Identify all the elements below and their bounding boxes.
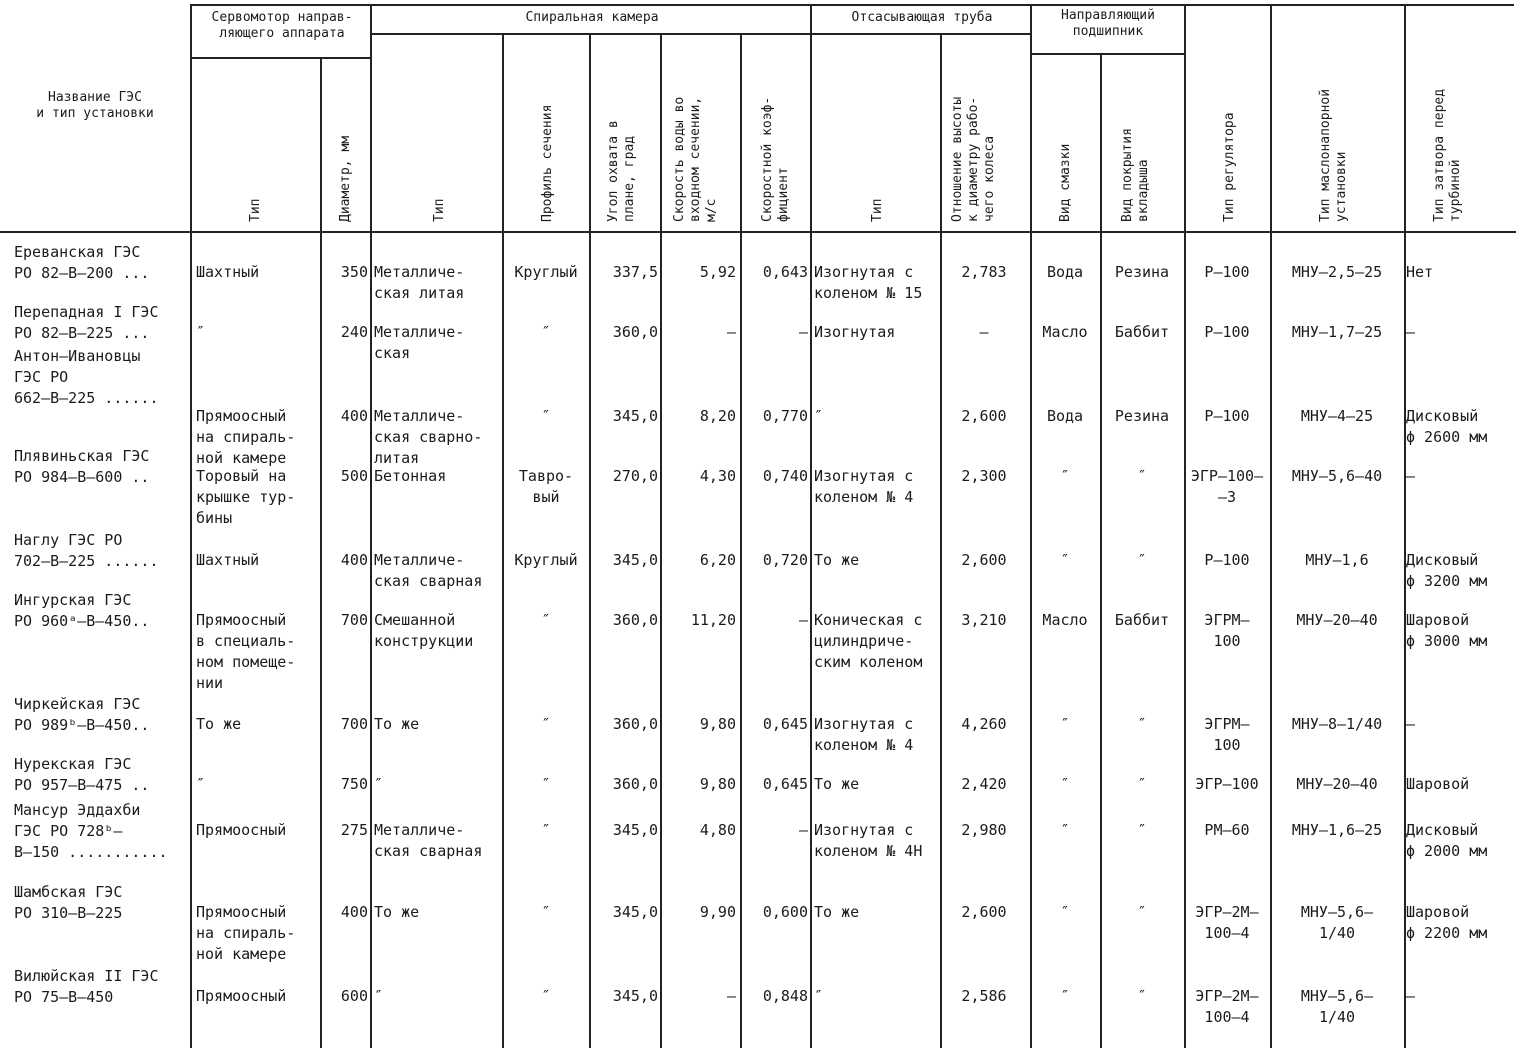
cell-draft-type: ″ [814,407,824,425]
cell-spiral-type: То же [374,715,420,733]
cell-servo-type: ″ [196,775,206,793]
cell-ratio: 4,260 [961,715,1007,733]
cell-angle: 360,0 [612,775,658,793]
cell-oil: МНУ–5,6– [1300,987,1374,1005]
header-spiral-speed: Скорость воды во входном сечении, м/с [672,96,719,222]
cell-gate: ϕ 2200 мм [1406,924,1488,942]
cell-draft-type: коленом № 4 [814,488,914,506]
cell-cover: ″ [1137,775,1147,793]
cell-servo-type: крышке тур- [196,488,296,506]
header-spiral-coef: Скоростной коэф- фициент [760,96,791,222]
cell-reg: 100–4 [1204,924,1250,942]
cell-draft-type: То же [814,551,860,569]
cell-spiral-type: Металличе- [374,821,465,839]
cell-servo-type: Торовый на [196,467,287,485]
cell-coef: 0,645 [762,715,808,733]
cell-servo-type: Прямоосный [196,611,287,629]
grid-line [810,4,812,1048]
cell-gate: Дисковый [1406,407,1479,425]
station-name: ГЭС РО 728ᵇ– [14,822,123,840]
station-name: Ереванская ГЭС [14,243,141,261]
cell-gate: ϕ 3000 мм [1406,632,1488,650]
cell-ratio: 2,420 [961,775,1007,793]
cell-draft-type: То же [814,775,860,793]
grid-line [1030,4,1032,1048]
cell-draft-type: ″ [814,987,824,1005]
cell-profile: ″ [541,775,551,793]
cell-spiral-type: То же [374,903,420,921]
cell-draft-type: Изогнутая с [814,467,914,485]
grid-line [190,4,192,1048]
cell-cover: Резина [1114,407,1170,425]
cell-diam: 700 [340,611,368,629]
cell-speed: 11,20 [690,611,736,629]
cell-servo-type: в специаль- [196,632,296,650]
cell-profile: ″ [541,987,551,1005]
cell-diam: 600 [340,987,368,1005]
cell-spiral-type: ″ [374,987,384,1005]
cell-coef: 0,740 [762,467,808,485]
cell-draft-type: Коническая с [814,611,923,629]
cell-reg: Р–100 [1204,551,1250,569]
cell-spiral-type: ская сварная [374,572,483,590]
cell-ratio: 2,600 [961,903,1007,921]
cell-diam: 400 [340,903,368,921]
cell-angle: 345,0 [612,987,658,1005]
cell-servo-type: ной камере [196,449,287,467]
cell-servo-type: Шахтный [196,551,260,569]
grid-line [502,34,504,1048]
cell-spiral-type: Металличе- [374,323,465,341]
cell-servo-type: Прямоосный [196,903,287,921]
cell-speed: 9,80 [699,775,736,793]
cell-profile: ″ [541,323,551,341]
cell-lub: ″ [1060,987,1070,1005]
header-regulator: Тип регулятора [1222,112,1237,222]
cell-reg: ЭГР–2М– [1195,987,1259,1005]
cell-oil: МНУ–2,5–25 [1291,263,1383,281]
station-name: РО 989ᵇ–В–450.. [14,716,150,734]
header-draft-ratio: Отношение высоты к диаметру рабо- чего колеса [950,96,997,222]
station-name: РО 960ᵃ–В–450.. [14,612,150,630]
cell-lub: Масло [1042,323,1088,341]
cell-cover: ″ [1137,987,1147,1005]
grid-line [1404,4,1406,1048]
header-spiral-type: Тип [432,198,447,222]
cell-reg: Р–100 [1204,323,1250,341]
header-gate: Тип затвора перед турбиной [1432,88,1463,222]
grid-line [589,34,591,1048]
cell-gate: Дисковый [1406,821,1479,839]
grid-line [0,231,1516,233]
header-draft-type: Тип [870,198,885,222]
cell-draft-type: коленом № 4 [814,736,914,754]
cell-reg: ЭГРМ– [1204,611,1250,629]
cell-oil: МНУ–5,6– [1300,903,1374,921]
cell-diam: 275 [340,821,368,839]
cell-cover: ″ [1137,551,1147,569]
cell-ratio: 2,980 [961,821,1007,839]
cell-coef: 0,770 [762,407,808,425]
cell-gate: Нет [1406,263,1434,281]
cell-lub: Вода [1046,263,1084,281]
cell-gate: Шаровой [1406,611,1470,629]
cell-servo-type: бины [196,509,233,527]
cell-gate: ϕ 2600 мм [1406,428,1488,446]
cell-ratio: 2,300 [961,467,1007,485]
cell-oil: МНУ–8–1/40 [1291,715,1383,733]
cell-profile: Круглый [514,551,578,569]
cell-lub: ″ [1060,775,1070,793]
cell-reg: Р–100 [1204,263,1250,281]
cell-diam: 350 [340,263,368,281]
cell-oil: 1/40 [1318,924,1356,942]
header-bearing-lub: Вид смазки [1058,143,1073,222]
cell-oil: МНУ–1,6–25 [1291,821,1383,839]
cell-angle: 360,0 [612,611,658,629]
cell-speed: 6,20 [699,551,736,569]
cell-servo-type: ной камере [196,945,287,963]
cell-speed: 4,30 [699,467,736,485]
cell-angle: 360,0 [612,323,658,341]
cell-oil: МНУ–4–25 [1300,407,1374,425]
station-name: РО 984–В–600 .. [14,468,150,486]
cell-gate: – [1406,987,1416,1005]
station-name: Ингурская ГЭС [14,591,132,609]
station-name: РО 310–В–225 [14,904,123,922]
cell-angle: 345,0 [612,407,658,425]
cell-draft-type: Изогнутая с [814,263,914,281]
cell-ratio: 2,586 [961,987,1007,1005]
cell-diam: 500 [340,467,368,485]
cell-cover: Баббит [1114,323,1170,341]
station-name: Вилюйская II ГЭС [14,967,159,985]
cell-gate: ϕ 3200 мм [1406,572,1488,590]
cell-coef: – [798,611,808,629]
header-group-bearing: Направляющий подшипник [1061,8,1155,39]
cell-profile: Круглый [514,263,578,281]
cell-gate: – [1406,467,1416,485]
cell-draft-type: Изогнутая [814,323,896,341]
cell-reg: ЭГР–100 [1195,775,1259,793]
station-name: Перепадная I ГЭС [14,303,159,321]
cell-spiral-type: Металличе- [374,263,465,281]
grid-line [660,34,662,1048]
cell-draft-type: Изогнутая с [814,821,914,839]
cell-reg: РМ–60 [1204,821,1250,839]
cell-speed: 9,90 [699,903,736,921]
cell-coef: – [798,323,808,341]
cell-angle: 345,0 [612,903,658,921]
cell-coef: 0,645 [762,775,808,793]
cell-ratio: 2,783 [961,263,1007,281]
cell-servo-type: Прямоосный [196,821,287,839]
station-name: 702–В–225 ...... [14,552,159,570]
station-name: В–150 ........... [14,843,168,861]
station-name: Шамбская ГЭС [14,883,123,901]
station-name: Нурекская ГЭС [14,755,132,773]
cell-servo-type: на спираль- [196,924,296,942]
cell-servo-type: на спираль- [196,428,296,446]
station-name: РО 82–В–200 ... [14,264,150,282]
header-group-spiral: Спиральная камера [525,10,659,25]
header-bearing-cover: Вид покрытия вкладыша [1120,128,1151,222]
cell-lub: ″ [1060,821,1070,839]
cell-spiral-type: Металличе- [374,551,465,569]
header-servo-type: Тип [248,198,263,222]
cell-ratio: 3,210 [961,611,1007,629]
cell-coef: 0,643 [762,263,808,281]
header-group-servo: Сервомотор направ- ляющего аппарата [211,10,353,41]
cell-lub: ″ [1060,551,1070,569]
cell-cover: ″ [1137,903,1147,921]
station-name: 662–В–225 ...... [14,389,159,407]
header-spiral-angle: Угол охвата в плане, град [606,120,637,222]
station-name: РО 82–В–225 ... [14,324,150,342]
cell-diam: 400 [340,551,368,569]
cell-spiral-type: конструкции [374,632,474,650]
cell-oil: МНУ–1,7–25 [1291,323,1383,341]
cell-angle: 345,0 [612,551,658,569]
cell-oil: МНУ–1,6 [1305,551,1369,569]
cell-lub: Масло [1042,611,1088,629]
cell-reg: ЭГР–2М– [1195,903,1259,921]
cell-speed: 8,20 [699,407,736,425]
cell-angle: 345,0 [612,821,658,839]
cell-speed: – [726,323,736,341]
cell-diam: 240 [340,323,368,341]
cell-profile: ″ [541,715,551,733]
station-name: РО 957–В–475 .. [14,776,150,794]
grid-line [1184,4,1186,1048]
cell-profile: ″ [541,903,551,921]
header-name-col: Название ГЭС и тип установки [36,90,154,121]
cell-coef: 0,720 [762,551,808,569]
grid-line [190,57,370,59]
cell-oil: 1/40 [1318,1008,1356,1026]
cell-lub: Вода [1046,407,1084,425]
cell-gate: Шаровой [1406,775,1470,793]
grid-line [370,33,1030,35]
cell-spiral-type: ская [374,344,411,362]
cell-spiral-type: ская литая [374,284,465,302]
cell-gate: Шаровой [1406,903,1470,921]
cell-angle: 337,5 [612,263,658,281]
cell-spiral-type: ская сварная [374,842,483,860]
station-name: Наглу ГЭС РО [14,531,123,549]
grid-line [190,4,1514,6]
cell-profile: ″ [541,821,551,839]
cell-spiral-type: Металличе- [374,407,465,425]
cell-ratio: 2,600 [961,551,1007,569]
cell-cover: Резина [1114,263,1170,281]
cell-cover: ″ [1137,821,1147,839]
station-name: ГЭС РО [14,368,69,386]
cell-speed: 9,80 [699,715,736,733]
cell-draft-type: коленом № 4Н [814,842,923,860]
station-name: Антон–Ивановцы [14,347,141,365]
cell-spiral-type: ″ [374,775,384,793]
cell-diam: 750 [340,775,368,793]
grid-line [1270,4,1272,1048]
cell-reg: 100 [1213,736,1241,754]
cell-coef: 0,600 [762,903,808,921]
cell-oil: МНУ–5,6–40 [1291,467,1383,485]
cell-angle: 270,0 [612,467,658,485]
cell-reg: ЭГР–100– [1190,467,1264,485]
cell-oil: МНУ–20–40 [1296,775,1378,793]
cell-servo-type: Прямоосный [196,407,287,425]
cell-angle: 360,0 [612,715,658,733]
cell-reg: 100 [1213,632,1241,650]
header-oil-unit: Тип маслонапорной установки [1318,88,1349,222]
grid-line [1030,53,1184,55]
grid-line [740,34,742,1048]
cell-lub: ″ [1060,715,1070,733]
cell-reg: Р–100 [1204,407,1250,425]
cell-coef: – [798,821,808,839]
cell-gate: – [1406,715,1416,733]
cell-diam: 700 [340,715,368,733]
cell-servo-type: нии [196,674,224,692]
cell-ratio: – [979,323,989,341]
cell-cover: ″ [1137,467,1147,485]
cell-reg: 100–4 [1204,1008,1250,1026]
station-name: РО 75–В–450 [14,988,114,1006]
cell-draft-type: коленом № 15 [814,284,923,302]
cell-spiral-type: литая [374,449,420,467]
cell-spiral-type: Смешанной [374,611,456,629]
grid-line [940,34,942,1048]
cell-reg: ЭГРМ– [1204,715,1250,733]
cell-draft-type: цилиндриче- [814,632,914,650]
cell-gate: ϕ 2000 мм [1406,842,1488,860]
cell-speed: 5,92 [699,263,736,281]
cell-servo-type: Шахтный [196,263,260,281]
station-name: Чиркейская ГЭС [14,695,141,713]
cell-profile: вый [532,488,560,506]
cell-speed: – [726,987,736,1005]
cell-coef: 0,848 [762,987,808,1005]
cell-reg: –3 [1217,488,1237,506]
cell-spiral-type: ская сварно- [374,428,483,446]
cell-profile: ″ [541,407,551,425]
cell-draft-type: ским коленом [814,653,923,671]
cell-cover: ″ [1137,715,1147,733]
cell-servo-type: ном помеще- [196,653,296,671]
cell-gate: Дисковый [1406,551,1479,569]
cell-draft-type: То же [814,903,860,921]
cell-servo-type: Прямоосный [196,987,287,1005]
header-spiral-profile: Профиль сечения [540,104,555,222]
station-name: Мансур Эддахби [14,801,141,819]
cell-profile: ″ [541,611,551,629]
cell-lub: ″ [1060,903,1070,921]
cell-servo-type: ″ [196,323,206,341]
grid-line [370,4,372,1048]
header-servo-diameter: Диаметр, мм [338,135,353,222]
cell-diam: 400 [340,407,368,425]
cell-ratio: 2,600 [961,407,1007,425]
cell-gate: – [1406,323,1416,341]
cell-servo-type: То же [196,715,242,733]
station-name: Плявиньская ГЭС [14,447,150,465]
cell-lub: ″ [1060,467,1070,485]
cell-draft-type: Изогнутая с [814,715,914,733]
cell-spiral-type: Бетонная [374,467,447,485]
cell-cover: Баббит [1114,611,1170,629]
header-group-draft: Отсасывающая труба [851,10,993,25]
cell-profile: Тавро- [518,467,574,485]
cell-speed: 4,80 [699,821,736,839]
cell-oil: МНУ–20–40 [1296,611,1378,629]
